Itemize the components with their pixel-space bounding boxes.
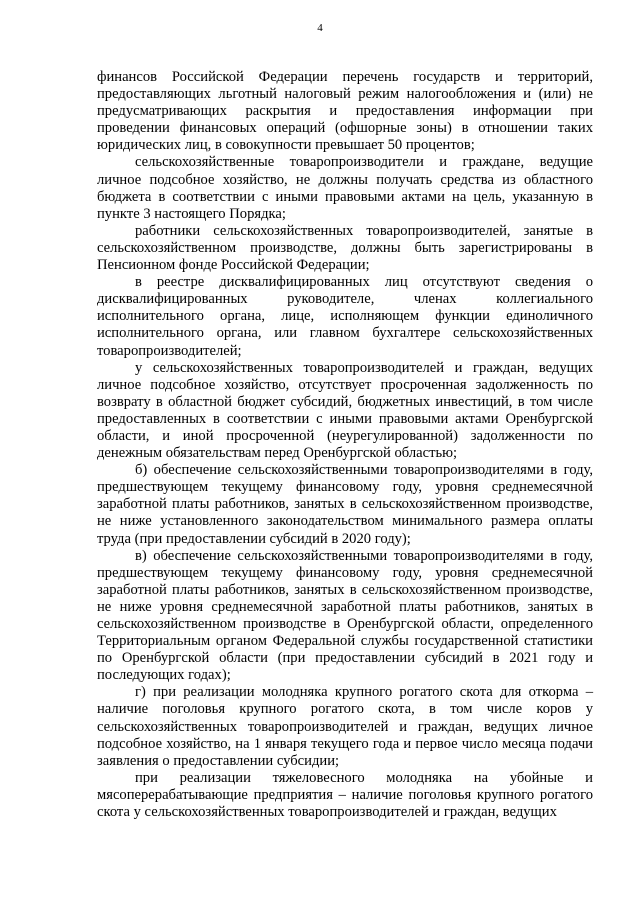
paragraph: у сельскохозяйственных товаропроизводителей и граждан, ведущих личное подсобное хозяйство, отсутствует просроченная задолженность по возврату в областной бюджет субсидий, бюджетных инвестиций, в том числе предоставленных в соответствии с иными правовыми актами Оренбургской области, и иной просроченной (неурегулированной) задолженности по денежным обязательствам перед Оренбургской областью; [97, 359, 593, 462]
paragraph: г) при реализации молодняка крупного рогатого скота для откорма – наличие поголовья крупного рогатого скота, в том числе коров у сельскохозяйственных товаропроизводителей и граждан, ведущих личное подсобное хозяйство, на 1 января текущего года и первое число месяца подачи заявления о предоставлении субсидии; [97, 684, 593, 769]
paragraph: работники сельскохозяйственных товаропроизводителей, занятые в сельскохозяйственном производстве, должны быть зарегистрированы в Пенсионном фонде Российской Федерации; [97, 222, 593, 274]
page-number: 4 [317, 22, 323, 34]
paragraph: финансов Российской Федерации перечень государств и территорий, предоставляющих льготный налоговый режим налогообложения и (или) не предусматривающих раскрытия и предоставления информации при проведении финансовых операций (офшорные зоны) в отношении таких юридических лиц, в совокупности превышает 50 процентов; [97, 69, 593, 154]
paragraph: сельскохозяйственные товаропроизводители и граждане, ведущие личное подсобное хозяйство, не должны получать средства из областного бюджета в соответствии с иными правовыми актами на цель, указанную в пункте 3 настоящего Порядка; [97, 154, 593, 222]
paragraph: в) обеспечение сельскохозяйственными товаропроизводителями в году, предшествующем текущему финансовому году, уровня среднемесячной заработной платы работников, занятых в сельскохозяйственном производстве, не ниже уровня среднемесячной заработной платы работников, занятых в сельскохозяйственном производстве в Оренбургской области, определенного Территориальным органом Федеральной службы государственной статистики по Оренбургской области (при предоставлении субсидий в 2021 году и последующих годах); [97, 547, 593, 684]
paragraph: в реестре дисквалифицированных лиц отсутствуют сведения о дисквалифицированных руководителе, членах коллегиального исполнительного органа, лице, исполняющем функции единоличного исполнительного органа, или главном бухгалтере сельскохозяйственных товаропроизводителей; [97, 274, 593, 359]
paragraph: б) обеспечение сельскохозяйственными товаропроизводителями в году, предшествующем текущему финансовому году, уровня среднемесячной заработной платы работников, занятых в сельскохозяйственном производстве, не ниже установленного законодательством минимального размера оплаты труда (при предоставлении субсидий в 2020 году); [97, 462, 593, 547]
paragraph: при реализации тяжеловесного молодняка на убойные и мясоперерабатывающие предприятия – наличие поголовья крупного рогатого скота у сельскохозяйственных товаропроизводителей и граждан, ведущих [97, 769, 593, 821]
document-body [97, 69, 593, 821]
